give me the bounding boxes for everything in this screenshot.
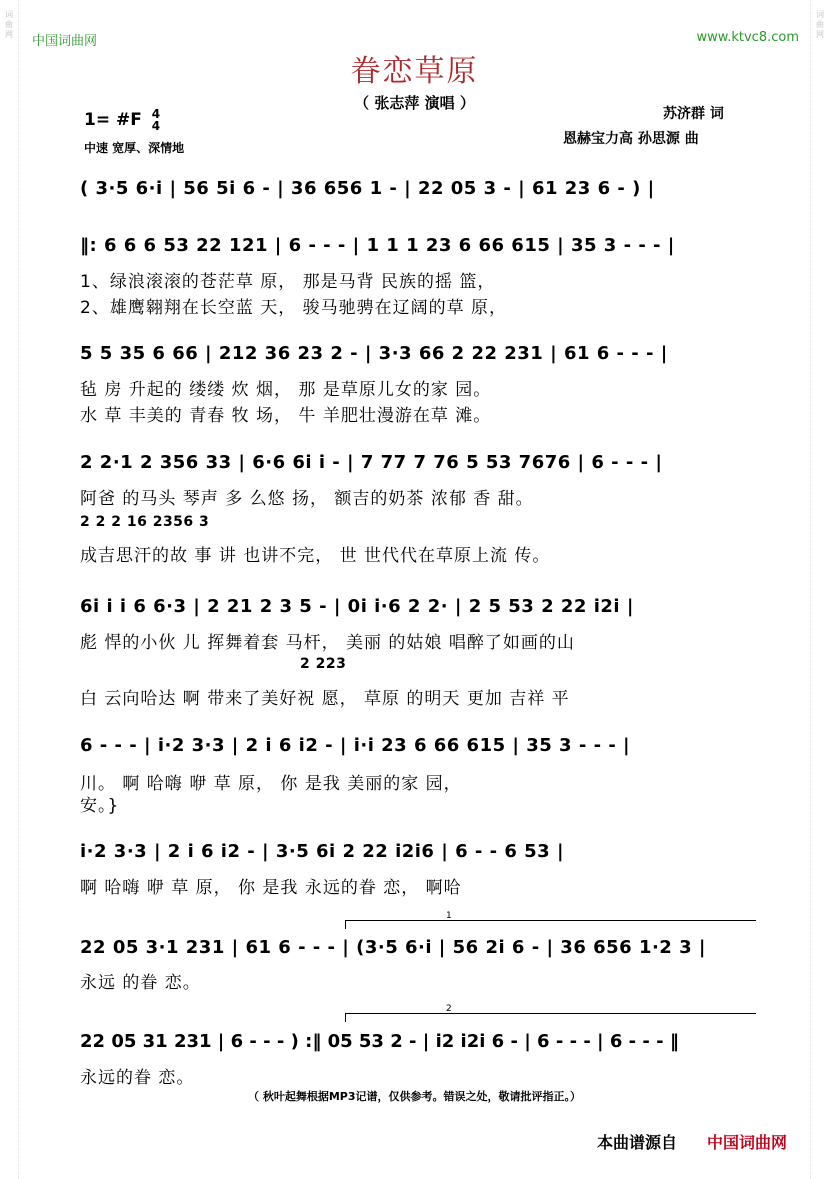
volta-number: 1	[446, 911, 452, 921]
lyric-line: 永远 的眷 恋。	[80, 973, 201, 993]
lyric-line: 毡 房 升起的 缕缕 炊 烟， 那 是草原儿女的家 园。	[80, 380, 492, 400]
lyric-line: 川。 啊 哈嗨 咿 草 原， 你 是我 美丽的家 园，	[80, 774, 462, 794]
right-watermark-strip	[810, 0, 829, 1179]
time-top: 4	[151, 107, 161, 121]
notation-line: ‖: 6 6 6 53 22 121 | 6 - - - | 1 1 1 23 6 66 615 | 35 3 - - - |	[80, 235, 675, 256]
lyric-line: 成吉思汗的故 事 讲 也讲不完， 世 世代代在草原上流 传。	[80, 546, 551, 566]
key-text: 1= #F	[84, 110, 142, 130]
lyricist: 苏济群 词	[663, 106, 724, 122]
lyric-line: 啊 哈嗨 咿 草 原， 你 是我 永远的眷 恋， 啊哈	[80, 878, 462, 898]
notation-line: i·2 3·3 | 2 i 6 i2 - | 3·5 6i 2 22 i2i6 | 6 - - 6 53 |	[80, 841, 565, 862]
lyric-line: 水 草 丰美的 青春 牧 场， 牛 羊肥壮漫游在草 滩。	[80, 406, 492, 426]
volta-bracket-2	[345, 1004, 756, 1022]
time-bottom: 4	[151, 119, 161, 133]
variant-notation: 2 223	[300, 656, 347, 672]
lyric-line: 白 云向哈达 啊 带来了美好祝 愿， 草原 的明天 更加 吉祥 平	[80, 689, 570, 709]
volta-bracket-1	[345, 911, 756, 929]
watermark-text: 词 曲 网	[5, 10, 13, 39]
notation-line: ( 3·5 6·i | 56 5i 6 - | 36 656 1 - | 22 05 3 - | 61 23 6 - ) |	[80, 178, 655, 199]
key-signature	[84, 108, 160, 132]
notation-line: 6i i i 6 6·3 | 2 21 2 3 5 - | 0i i·6 2 2· | 2 5 53 2 22 i2i |	[80, 596, 634, 617]
watermark-text: 词 曲 网	[816, 10, 824, 39]
tempo-marking: 中速 宽厚、深情地	[84, 141, 185, 155]
lyric-line: 2、雄鹰翱翔在长空蓝 天， 骏马驰骋在辽阔的草 原，	[80, 298, 508, 318]
lyric-line: 彪 悍的小伙 儿 挥舞着套 马杆， 美丽 的姑娘 唱醉了如画的山	[80, 633, 575, 653]
lyric-line: 1、绿浪滚滚的苍茫草 原， 那是马背 民族的摇 篮，	[80, 272, 496, 292]
transcription-note: （ 秋叶起舞根据MP3记谱，仅供参考。错误之处，敬请批评指正。）	[248, 1090, 581, 1103]
volta-number: 2	[446, 1004, 452, 1014]
source-name[interactable]: 中国词曲网	[707, 1133, 788, 1152]
variant-notation: 2 2 2 16 2356 3	[80, 514, 210, 530]
song-title: 眷恋草原	[350, 54, 479, 89]
lyric-line: 永远的眷 恋。	[80, 1068, 195, 1088]
time-signature	[152, 108, 160, 132]
lyric-line: 阿爸 的马头 琴声 多 么悠 扬， 额吉的奶茶 浓郁 香 甜。	[80, 489, 534, 509]
singer: （ 张志萍 演唱 ）	[354, 94, 475, 112]
source-label: 本曲谱源自	[597, 1133, 678, 1152]
notation-line: 5 5 35 6 66 | 212 36 23 2 - | 3·3 66 2 22 231 | 61 6 - - - |	[80, 343, 668, 364]
notation-line: 2 2·1 2 356 33 | 6·6 6i i - | 7 77 7 76 5 53 7676 | 6 - - - |	[80, 452, 663, 473]
notation-line: 6 - - - | i·2 3·3 | 2 i 6 i2 - | i·i 23 6 66 615 | 35 3 - - - |	[80, 735, 631, 756]
composer: 恩赫宝力高 孙思源 曲	[563, 131, 699, 147]
site-url[interactable]: www.ktvc8.com	[696, 30, 799, 45]
site-name[interactable]: 中国词曲网	[32, 34, 98, 49]
lyric-line: 安。}	[80, 796, 120, 816]
notation-line: 22 05 31 231 | 6 - - - ) :‖ 05 53 2 - | i2 i2i 6 - | 6 - - - | 6 - - - ‖	[80, 1031, 679, 1052]
notation-line: 22 05 3·1 231 | 61 6 - - - | (3·5 6·i | 56 2i 6 - | 36 656 1·2 3 |	[80, 937, 706, 958]
left-watermark-strip	[0, 0, 19, 1179]
